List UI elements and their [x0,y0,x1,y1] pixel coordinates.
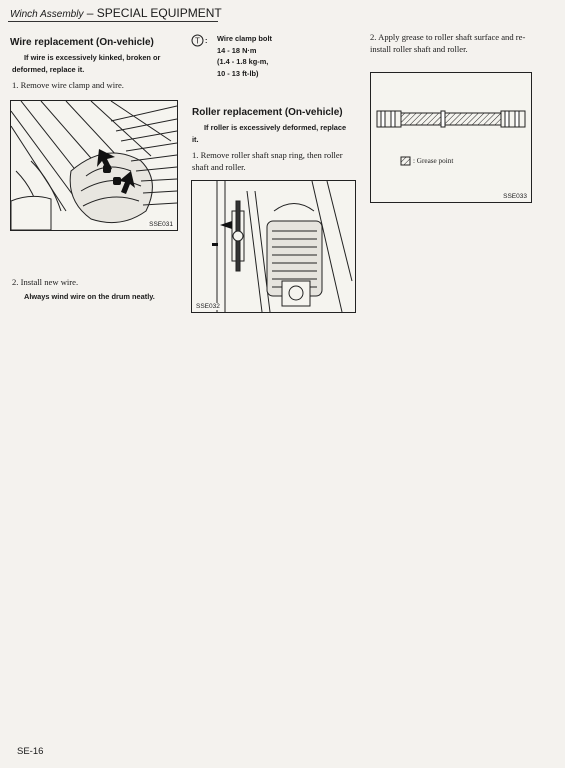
header-separator: – [83,6,97,20]
header-rule [8,21,218,22]
roller-replacement-heading: Roller replacement (On-vehicle) [192,107,343,118]
header-section: Winch Assembly [10,9,84,20]
page-header [10,6,222,20]
roller-removal-illustration [192,181,355,312]
header-title: SPECIAL EQUIPMENT [96,6,222,20]
wire-step-2: 2. Install new wire. [12,277,79,287]
grease-legend-swatch [401,157,410,165]
torque-nm: 14 - 18 N·m [217,45,257,55]
fig3-label: SSE033 [503,193,527,200]
wire-replacement-heading: Wire replacement (On-vehicle) [10,37,154,48]
page-number: SE-16 [17,746,44,757]
torque-spec [217,33,337,79]
torque-bolt-name: Wire clamp bolt [217,34,272,43]
wire-clamp-illustration [11,101,177,230]
wire-step-1: 1. Remove wire clamp and wire. [12,80,124,90]
svg-text:T: T [195,36,200,46]
fig1-label: SSE031 [149,221,173,228]
wire-replacement-note: If wire is excessively kinked, broken or deformed, replace it. [12,53,161,74]
wire-step-2-note: Always wind wire on the drum neatly. [24,292,155,301]
grease-point-figure [370,72,532,203]
roller-shaft-illustration [371,73,531,202]
grease-legend-text: : Grease point [413,157,454,165]
roller-replacement-note: If roller is excessively deformed, replace it. [192,123,347,144]
roller-step-2: 2. Apply grease to roller shaft surface and re-install roller shaft and roller. [370,32,526,54]
torque-kgm: (1.4 - 1.8 kg-m, [217,57,269,66]
roller-removal-figure [191,180,356,313]
torque-ftlb: 10 - 13 ft-lb) [217,68,259,78]
roller-step-1: 1. Remove roller shaft snap ring, then roller shaft and roller. [192,150,343,172]
torque-wrench-icon [191,34,204,47]
fig2-label: SSE032 [196,303,220,310]
wire-clamp-figure [10,100,178,231]
